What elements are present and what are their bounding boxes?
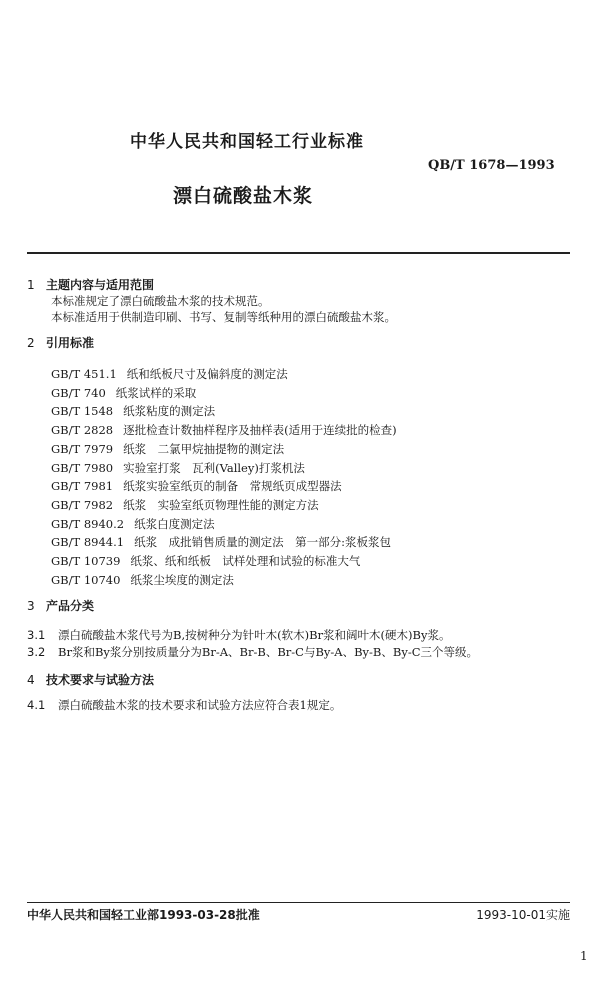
header-rule <box>27 252 570 254</box>
reference-title: 逐批检查计数抽样程序及抽样表(适用于连续批的检查) <box>123 423 397 438</box>
reference-title: 纸和纸板尺寸及偏斜度的测定法 <box>126 367 288 381</box>
issuer-heading: 中华人民共和国轻工行业标准 <box>130 132 364 152</box>
reference-item <box>51 366 288 382</box>
reference-title: 纸浆、纸和纸板 试样处理和试验的标准大气 <box>130 554 361 568</box>
reference-code: GB/T 451.1 <box>51 367 117 381</box>
reference-item <box>51 497 319 513</box>
reference-item <box>51 403 215 419</box>
section-1-heading: 1 主题内容与适用范围 <box>27 278 155 292</box>
reference-item <box>51 385 196 401</box>
reference-title: 纸浆 二氯甲烷抽提物的测定法 <box>123 441 285 456</box>
reference-title: 纸浆白度测定法 <box>134 516 215 531</box>
paragraph: 本标准规定了漂白硫酸盐木浆的技术规范。 <box>51 294 270 308</box>
reference-item <box>51 478 342 494</box>
reference-title: 纸浆试样的采取 <box>115 385 197 400</box>
effective-date: 1993-10-01实施 <box>476 908 570 922</box>
footer-rule <box>27 902 570 903</box>
standard-code: QB/T 1678—1993 <box>428 158 555 173</box>
reference-item <box>51 460 305 476</box>
reference-code: GB/T 8944.1 <box>51 535 125 550</box>
reference-title: 纸浆粘度的测定法 <box>123 404 216 419</box>
clause: 3.2 Br浆和By浆分别按质量分为Br-A、Br-B、Br-C与By-A、By-B、By-C三个等级。 <box>27 645 479 659</box>
reference-code: GB/T 2828 <box>51 423 114 438</box>
clause: 4.1 漂白硫酸盐木浆的技术要求和试验方法应符合表1规定。 <box>27 698 342 712</box>
reference-code: GB/T 740 <box>51 385 106 400</box>
reference-code: GB/T 7981 <box>51 479 114 494</box>
reference-item <box>51 441 284 457</box>
reference-code: GB/T 7980 <box>51 460 114 475</box>
reference-item <box>51 516 215 532</box>
reference-code: GB/T 7979 <box>51 441 114 456</box>
reference-item <box>51 422 397 438</box>
reference-title: 纸浆 实验室纸页物理性能的测定方法 <box>123 497 319 512</box>
reference-title: 纸浆尘埃度的测定法 <box>130 572 234 587</box>
reference-item <box>51 534 391 550</box>
reference-code: GB/T 10740 <box>51 572 121 587</box>
clause: 3.1 漂白硫酸盐木浆代号为B,按树种分为针叶木(软木)Br浆和阔叶木(硬木)By浆。 <box>27 628 451 642</box>
reference-title: 实验室打浆 瓦利(Valley)打浆机法 <box>123 460 305 475</box>
reference-code: GB/T 1548 <box>51 404 114 419</box>
reference-code: GB/T 10739 <box>51 554 121 568</box>
reference-item <box>51 572 234 588</box>
reference-item <box>51 553 360 569</box>
page-number: 1 <box>580 949 588 963</box>
section-2-heading: 2 引用标准 <box>27 336 95 350</box>
section-3-heading: 3 产品分类 <box>27 599 95 613</box>
approval-note: 中华人民共和国轻工业部1993-03-28批准 <box>27 908 260 922</box>
reference-code: GB/T 7982 <box>51 497 114 512</box>
section-4-heading: 4 技术要求与试验方法 <box>27 673 155 687</box>
reference-title: 纸浆 成批销售质量的测定法 第一部分:浆板浆包 <box>134 535 391 550</box>
reference-code: GB/T 8940.2 <box>51 516 125 531</box>
document-title: 漂白硫酸盐木浆 <box>173 185 314 207</box>
paragraph: 本标准适用于供制造印刷、书写、复制等纸种用的漂白硫酸盐木浆。 <box>51 310 396 324</box>
reference-title: 纸浆实验室纸页的制备 常规纸页成型器法 <box>123 479 342 494</box>
